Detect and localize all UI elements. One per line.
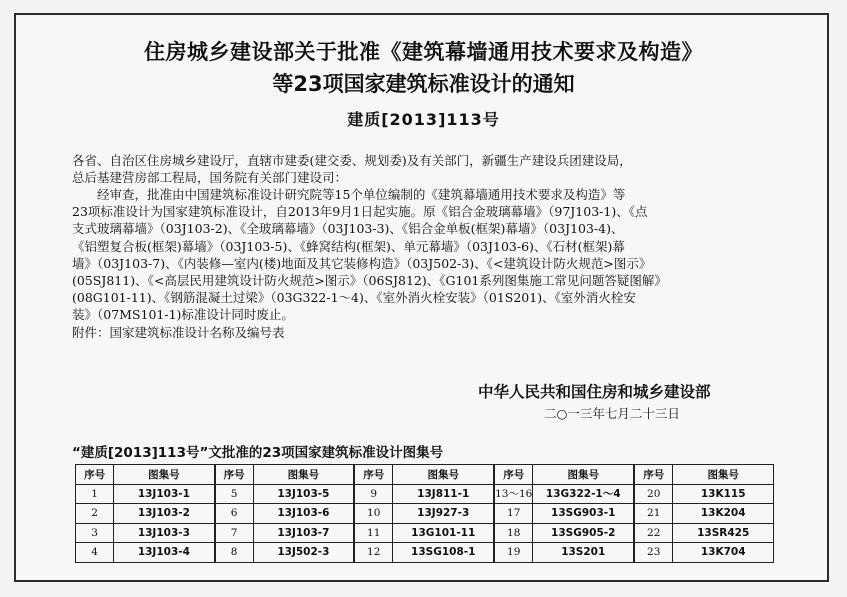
document-title-line2: 等23项国家建筑标准设计的通知 [272, 72, 575, 96]
header-cell: 图集号 [114, 465, 215, 485]
attachment-note: 附件：国家建筑标准设计名称及编号表 [72, 324, 285, 340]
table-cell: 13J103-2 [114, 504, 215, 524]
table-row [76, 543, 774, 563]
table-cell: 13J927-3 [393, 504, 494, 524]
table-cell: 23 [634, 543, 673, 563]
table-cell: 13J103-5 [253, 484, 354, 504]
table-cell: 1 [76, 484, 114, 504]
table-cell: 13K704 [673, 543, 774, 563]
body-line: 23项标准设计为国家建筑标准设计，自2013年9月1日起实施。原《铝合金玻璃幕墙》（97J103-1)、《点 [72, 204, 648, 220]
table-cell: 8 [215, 543, 254, 563]
addressee-line: 总后基建营房部工程局，国务院有关部门建设司： [72, 170, 348, 186]
table-cell: 13G322-1～4 [533, 484, 634, 504]
table-cell: 10 [354, 504, 393, 524]
table-cell: 4 [76, 543, 114, 563]
body-line: 墙》（03J103-7)、《内装修—室内(楼)地面及其它装修构造》（03J502-3)、《<建筑设计防火规范>图示》 [72, 255, 652, 271]
header-cell: 图集号 [253, 465, 354, 485]
body-line: 《铝塑复合板(框架)幕墙》（03J103-5)、《蜂窝结构(框架)、单元幕墙》（03J103-6)、《石材(框架)幕 [72, 238, 625, 254]
table-cell: 13J103-6 [253, 504, 354, 524]
header-cell: 序号 [215, 465, 254, 485]
table-cell: 3 [76, 523, 114, 543]
standards-table [75, 464, 774, 563]
notice-body [72, 186, 792, 341]
signature-date: 二○一三年七月二十三日 [544, 406, 680, 421]
table-cell: 13K204 [673, 504, 774, 524]
body-line: (08G101-11)、《钢筋混凝土过梁》（03G322-1～4)、《室外消火栓安装》（01S201)、《室外消火栓安 [72, 290, 636, 306]
table-cell: 19 [494, 543, 533, 563]
body-line: 装》（07MS101-1)标准设计同时废止。 [72, 307, 294, 323]
document-title-line1: 住房城乡建设部关于批准《建筑幕墙通用技术要求及构造》 [144, 40, 703, 64]
table-cell: 13J103-1 [114, 484, 215, 504]
table-cell: 13SG905-2 [533, 523, 634, 543]
header-cell: 序号 [494, 465, 533, 485]
table-cell: 13J103-7 [253, 523, 354, 543]
body-line: 支式玻璃幕墙》（03J103-2)、《全玻璃幕墙》（03J103-3)、《铝合金单板(框架)幕墙》（03J103-4)、 [72, 221, 624, 237]
table-cell: 12 [354, 543, 393, 563]
table-cell: 6 [215, 504, 254, 524]
header-cell: 序号 [634, 465, 673, 485]
header-cell: 图集号 [393, 465, 494, 485]
table-row [76, 523, 774, 543]
table-cell: 13SR425 [673, 523, 774, 543]
addressee-line: 各省、自治区住房城乡建设厅，直辖市建委(建交委、规划委)及有关部门，新疆生产建设兵团建设局， [72, 153, 632, 168]
header-cell: 图集号 [533, 465, 634, 485]
table-cell: 13SG108-1 [393, 543, 494, 563]
table-cell: 21 [634, 504, 673, 524]
header-cell: 序号 [354, 465, 393, 485]
table-caption: “建质[2013]113号”文批准的23项国家建筑标准设计图集号 [72, 445, 444, 461]
table-cell: 13～16 [494, 484, 533, 504]
table-cell: 13J811-1 [393, 484, 494, 504]
table-cell: 2 [76, 504, 114, 524]
header-cell: 图集号 [673, 465, 774, 485]
body-line: 经审查，批准由中国建筑标准设计研究院等15个单位编制的《建筑幕墙通用技术要求及构造》等 [97, 187, 626, 202]
table-cell: 13J103-4 [114, 543, 215, 563]
table-cell: 7 [215, 523, 254, 543]
table-cell: 13J103-3 [114, 523, 215, 543]
table-cell: 13G101-11 [393, 523, 494, 543]
table-cell: 13K115 [673, 484, 774, 504]
table-cell: 20 [634, 484, 673, 504]
header-cell: 序号 [76, 465, 114, 485]
table-cell: 13J502-3 [253, 543, 354, 563]
table-cell: 5 [215, 484, 254, 504]
table-cell: 11 [354, 523, 393, 543]
table-cell: 17 [494, 504, 533, 524]
table-header-row [76, 465, 774, 485]
table-cell: 13SG903-1 [533, 504, 634, 524]
table-row [76, 484, 774, 504]
table-cell: 9 [354, 484, 393, 504]
document-number: 建质[2013]113号 [347, 110, 500, 129]
table-row [76, 504, 774, 524]
table-cell: 13S201 [533, 543, 634, 563]
signature-organization: 中华人民共和国住房和城乡建设部 [478, 383, 711, 401]
body-line: (05SJ811)、《<高层民用建筑设计防火规范>图示》（06SJ812)、《G101系列图集施工常见问题答疑图解》 [72, 273, 667, 289]
table-cell: 22 [634, 523, 673, 543]
addressee-block [72, 152, 792, 186]
table-cell: 18 [494, 523, 533, 543]
